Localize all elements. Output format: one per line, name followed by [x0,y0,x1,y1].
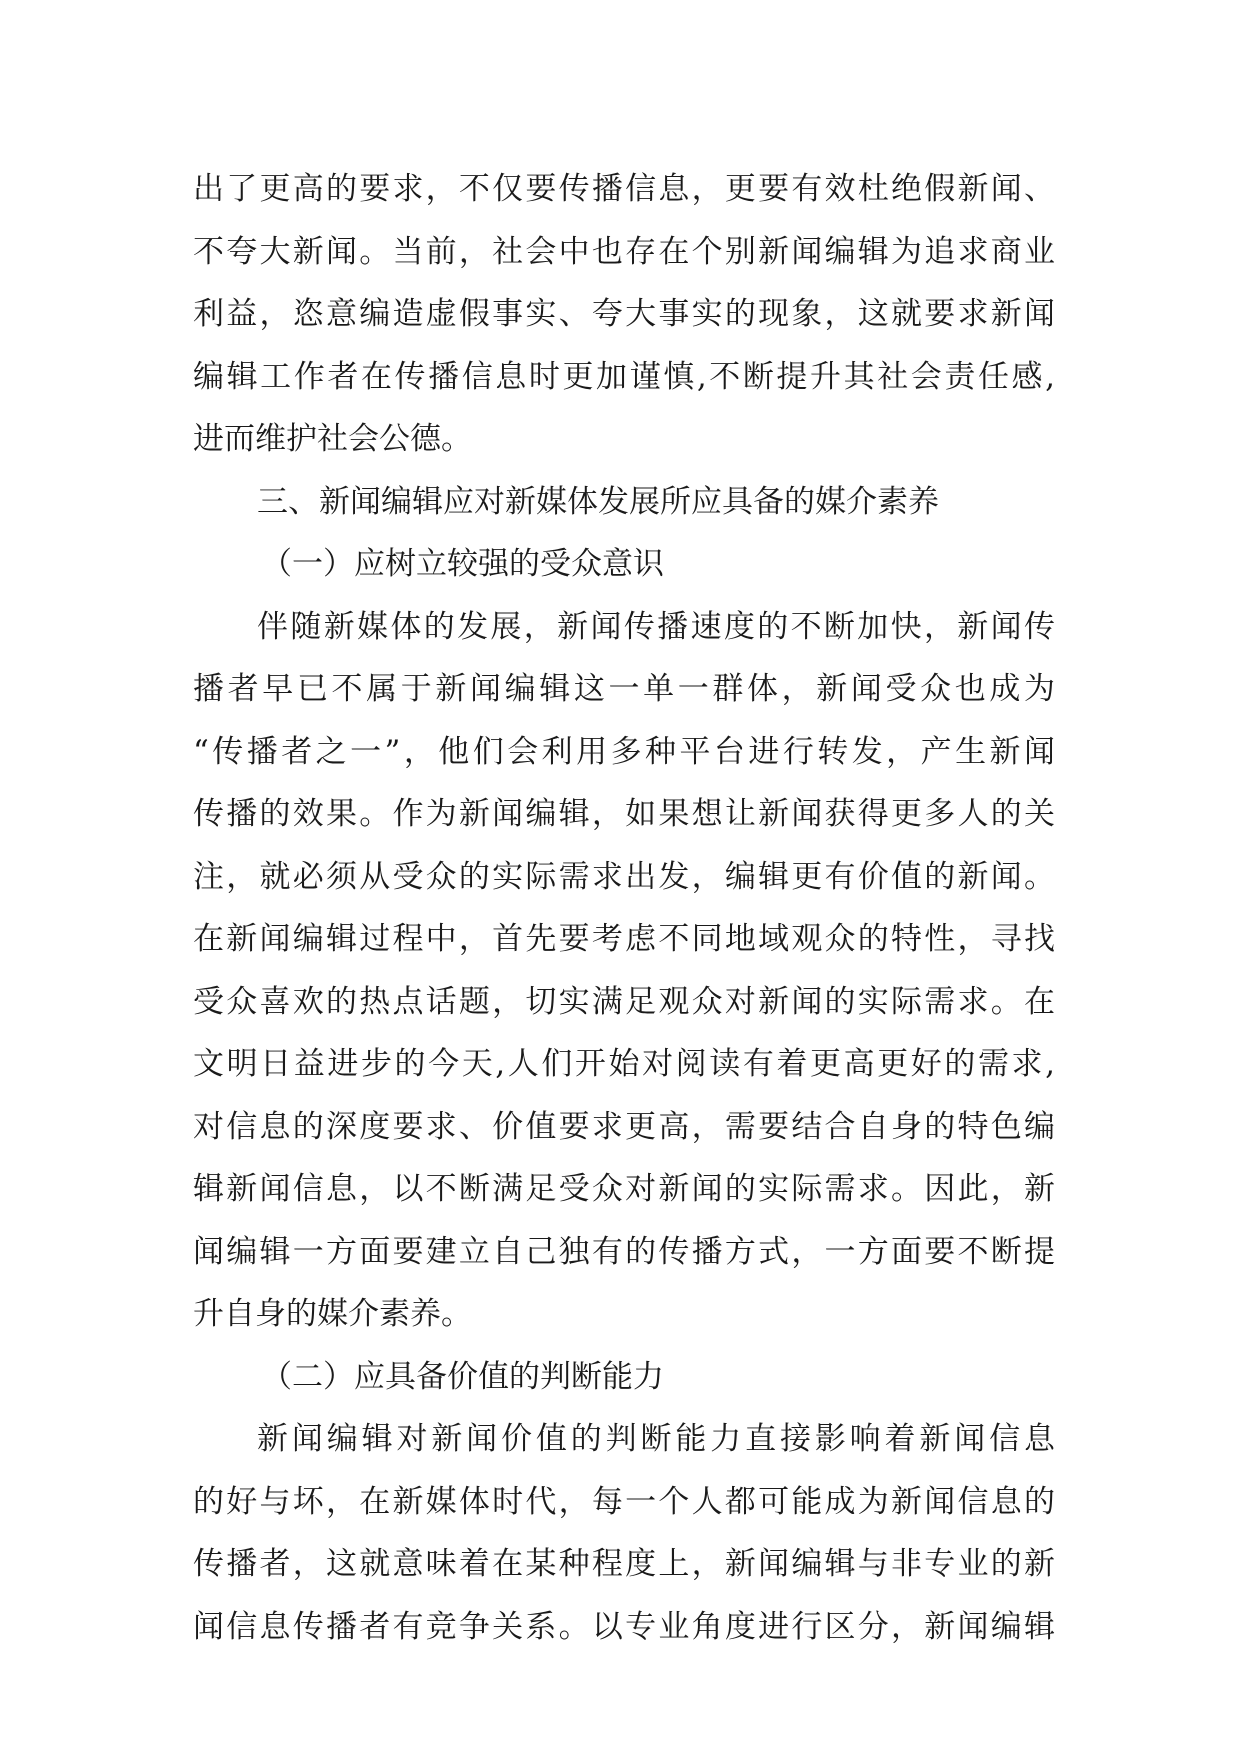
text-line: 传播者，这就意味着在某种程度上，新闻编辑与非专业的新 [193,1546,1055,1582]
text-line: 出了更高的要求，不仅要传播信息，更要有效杜绝假新闻、 [193,171,1055,207]
text-line: 闻信息传播者有竞争关系。以专业角度进行区分，新闻编辑 [193,1608,1055,1645]
text-line: 利益，恣意编造虚假事实、夸大事实的现象，这就要求新闻 [193,296,1055,332]
text-line: 伴随新媒体的发展，新闻传播速度的不断加快，新闻传 [257,608,1055,645]
text-line: 受众喜欢的热点话题，切实满足观众对新闻的实际需求。在 [193,983,1055,1020]
text-line: 不夸大新闻。当前，社会中也存在个别新闻编辑为追求商业 [193,233,1055,270]
text-line: 升自身的媒介素养。 [193,1296,472,1332]
text-line: 辑新闻信息，以不断满足受众对新闻的实际需求。因此，新 [193,1171,1055,1207]
text-line: 注，就必须从受众的实际需求出发，编辑更有价值的新闻。 [193,858,1055,895]
text-line: “传播者之一”，他们会利用多种平台进行转发，产生新闻 [193,733,1055,770]
text-line: 文明日益进步的今天,人们开始对阅读有着更高更好的需求, [193,1046,1055,1082]
text-line: 对信息的深度要求、价值要求更高，需要结合自身的特色编 [193,1108,1055,1145]
text-line: 传播的效果。作为新闻编辑，如果想让新闻获得更多人的关 [193,796,1055,832]
text-line: 进而维护社会公德。 [193,421,472,457]
subsection-heading: （一）应树立较强的受众意识 [261,546,664,582]
body-text [193,158,1055,1658]
text-line: 播者早已不属于新闻编辑这一单一群体，新闻受众也成为 [193,671,1055,707]
text-line: 在新闻编辑过程中，首先要考虑不同地域观众的特性，寻找 [193,921,1055,957]
section-heading: 三、新闻编辑应对新媒体发展所应具备的媒介素养 [257,483,939,520]
text-line: 新闻编辑对新闻价值的判断能力直接影响着新闻信息 [257,1421,1055,1457]
text-line: 的好与坏，在新媒体时代，每一个人都可能成为新闻信息的 [193,1483,1055,1520]
subsection-heading: （二）应具备价值的判断能力 [261,1358,664,1395]
text-line: 闻编辑一方面要建立自己独有的传播方式，一方面要不断提 [193,1233,1055,1270]
text-line: 编辑工作者在传播信息时更加谨慎,不断提升其社会责任感, [193,358,1055,395]
